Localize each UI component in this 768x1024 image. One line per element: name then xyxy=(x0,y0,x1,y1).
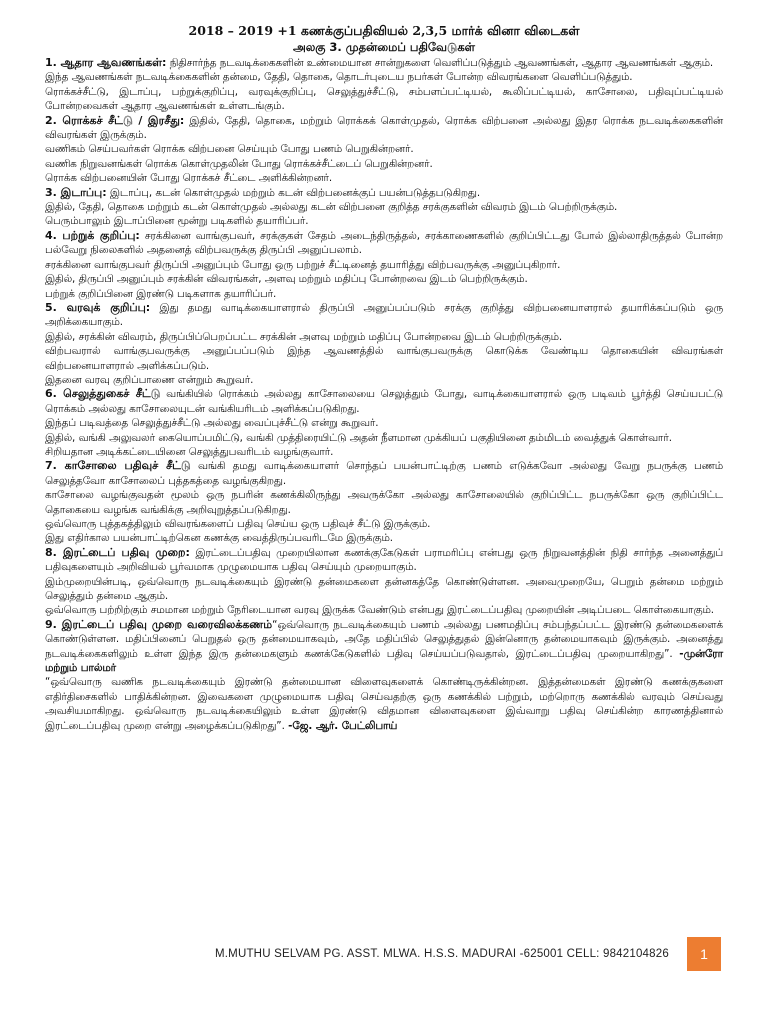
section-8-para-3: ஒவ்வொரு பற்றிற்கும் சமமான மற்றும் நேரிடையான வரவு இருக்க வேண்டும் என்பது இரட்டைப்பதிவு முறையின் அடிப்படை கொள்கையாகும். xyxy=(45,604,715,617)
section-8-heading: 8. இரட்டைப் பதிவு முறை: xyxy=(45,545,190,559)
section-6-intro xyxy=(45,387,723,416)
section-8-text: இரட்டைப்பதிவு முறையிலான கணக்குகேடுகள் பராமரிப்பு என்பது ஒரு நிறுவனத்தின் நிதி சார்ந்த அனைத்துப் பதிவுகளையும் அறிவியல் பூர்வமாக முழுமையாக பதிவு செய்யும் முறையாகும். xyxy=(45,546,723,574)
section-8-intro xyxy=(45,546,723,575)
unit-heading: அலகு 3. முதன்மைப் பதிவேடுகள் xyxy=(292,40,476,54)
section-2-para-2: வணிகம் செய்பவர்கள் ரொக்க விற்பனை செய்யும் போது பணம் பெறுகின்றனர். xyxy=(45,143,414,156)
section-3-para-3: பெரும்பாலும் இடாப்பினை மூன்று படிகளில் தயாரிப்பர். xyxy=(45,215,309,228)
section-4-heading: 4. பற்றுக் குறிப்பு: xyxy=(45,228,140,242)
section-3-heading: 3. இடாப்பு: xyxy=(45,185,107,199)
section-4-text: சரக்கினை வாங்குபவர், சரக்குகள் சேதம் அடைந்திருத்தல், சரக்காணைகளில் குறிப்பிட்டது போல் இல்லாதிருத்தல் போன்ற பல்வேறு நிலைகளில் அதனைத் விற்பவருக்கு திருப்பி அனுப்பலாம். xyxy=(45,229,723,257)
section-1-para-3: ரொக்கச்சீட்டு, இடாப்பு, பற்றுக்குறிப்பு, வரவுக்குறிப்பு, செலுத்துச்சீட்டு, சம்பளப்பட்டியல், கூலிப்பட்டியல், காசோலை, பதிவுப்பட்டியல் போன்றவைகள் ஆதார ஆவணங்கள் உள்ளடங்கும். xyxy=(45,85,723,113)
section-1-heading: 1. ஆதார ஆவணங்கள்: xyxy=(45,56,167,69)
section-7-text: வங்கி தமது வாடிக்கையாளர் சொந்தப் பயன்பாட்டிற்கு பணம் எடுக்கவோ அல்லது வேறு நபருக்கு பணம் செலுத்தவோ காசோலைப் புத்தகத்தை வழங்குகிறது. xyxy=(45,460,724,487)
section-7-para-3: ஒவ்வொரு புத்தகத்திலும் விவரங்களைப் பதிவு செய்ய ஒரு பதிவுச் சீட்டு இருக்கும். xyxy=(45,518,431,530)
section-6-para-2: இந்தப் படிவத்தை செலுத்துச்சீட்டு அல்லது வைப்புச்சீட்டு என்று கூறுவர். xyxy=(45,417,379,430)
section-9-quote-2: “ஒவ்வொரு வணிக நடவடிக்கையும் இரண்டு தன்மையான விளைவுகளைக் கொண்டிருக்கின்றன. இத்தன்மைகள் இரண்டு கணக்குகளை எதிர்திசைகளில் பாதிக்கின்றன. இவைகளை முழுமையாக பதிவு செய்வதற்கு ஒரு கணக்கில் பற்றும், மற்றொரு கணக்கில் வரவும் செய்வது அவசியமாகிறது. ஒவ்வொரு நடவடிக்கையிலும் உள்ள இரண்டு விதமான விளைவுகளை இவ்வாறு பதிவு செய்கின்ற காரணத்தினால் இரட்டைப்பதிவு முறை என்று அழைக்கப்படுகிறது”. xyxy=(45,676,723,732)
document-title: 2018 – 2019 +1 கணக்குப்பதிவியல் 2,3,5 மார்க் வினா விடைகள் xyxy=(188,23,580,38)
section-9-heading: 9. இரட்டைப் பதிவு முறை வரைவிலக்கணம் xyxy=(45,617,273,631)
section-6-para-4: சிறியதான அடிக்கட்டையினை செலுத்துபவரிடம் வழங்குவார். xyxy=(45,445,334,458)
section-2-intro xyxy=(45,114,723,143)
section-5-para-4: இதனை வரவு குறிப்பாணை என்றும் கூறுவர். xyxy=(45,373,254,386)
section-4-para-2: சரக்கினை வாங்குபவர் திருப்பி அனுப்பும் போது ஒரு பற்றுச் சீட்டினைத் தயாரித்து விற்பவருக்கு அனுப்புகிறார். xyxy=(45,258,561,271)
section-5-text: இது தமது வாடிக்கையாளரால் திருப்பி அனுப்பப்படும் சரக்கு குறித்து விற்பனையாளரால் தயாரிக்கப்படும் ஒரு அறிக்கையாகும். xyxy=(45,301,723,329)
footer-author-info: M.MUTHU SELVAM PG. ASST. MLWA. H.S.S. MADURAI -625001 CELL: 9842104826 xyxy=(215,948,669,960)
section-9-text: “ஒவ்வொரு நடவடிக்கையும் பணம் அல்லது பணமதிப்பு சம்பந்தப்பட்ட இரண்டு தன்மைகளைக் கொண்டுள்ளன. மதிப்பினைப் பெறுதல் ஒரு தன்மையாகவும், அதே மதிப்பில் செலுத்துதல் இன்னொரு தன்மையாகவும் இருக்கும். அனைத்து நடவடிக்கைகளிலும் உள்ள இந்த இரு தன்மைகளும் கணக்கேடுகளில் பதிவு செய்யப்படுவதால், இரட்டைப்பதிவு முறையாகிறது”. xyxy=(45,618,723,660)
section-4-intro xyxy=(45,229,723,258)
section-8-para-2: இம்முறையின்படி, ஒவ்வொரு நடவடிக்கையும் இரண்டு தன்மைகளை தன்னகத்தே கொண்டுள்ளன. அவைமுறையே, பெறும் தன்மை மற்றும் செலுத்தும் தன்மை ஆகும். xyxy=(45,575,723,603)
definition-author-1: -முன்ரோ மற்றும் பால்மர் xyxy=(45,647,723,675)
section-5-heading: 5. வரவுக் குறிப்பு: xyxy=(45,300,151,314)
section-6-heading: 6. செலுத்துகைச் சீட்டு xyxy=(45,387,161,401)
section-1-intro xyxy=(45,56,723,70)
section-9-intro xyxy=(45,618,723,676)
section-7-intro xyxy=(45,459,723,488)
section-3-text: இடாப்பு, கடன் கொள்முதல் மற்றும் கடன் விற்பனைக்குப் பயன்படுத்தபடுகிறது. xyxy=(106,186,481,199)
section-7-para-4: இது எதிர்கால பயன்பாட்டிற்கென கணக்கு வைத்திருப்பவரிடமே இருக்கும். xyxy=(45,532,394,545)
section-1-para-2: இந்த ஆவணங்கள் நடவடிக்கைகளின் தன்மை, தேதி, தொகை, தொடர்புடைய நபர்கள் போன்ற விவரங்களை வெளிப்படுத்தும். xyxy=(45,71,633,84)
page-number: 1 xyxy=(687,937,721,971)
section-6-para-3: இதில், வங்கி அலுவலர் கையொப்பமிட்டு, வங்கி முத்திரையிட்டு அதன் நீளமான முக்கியப் பகுதியினை தம்மிடம் வைத்துக் கொள்வார். xyxy=(45,431,672,444)
section-1-text: நிதிசார்ந்த நடவடிக்கைகளின் உண்மையான சான்றுகளை வெளிப்படுத்தும் ஆவணங்கள், ஆதார ஆவணங்கள் ஆகும். xyxy=(166,57,714,69)
section-9-para-2 xyxy=(45,675,723,733)
section-2-para-3: வணிக நிறுவனங்கள் ரொக்க கொள்முதலின் போது ரொக்கச்சீட்டைப் பெறுகின்றனர். xyxy=(45,157,433,170)
section-7-para-2: காசோலை வழங்குவதன் மூலம் ஒரு நபரின் கணக்கிலிருந்து அவருக்கோ அல்லது காசோலையில் குறிப்பிட்ட நபருக்கோ ஒரு குறிப்பிட்ட தொகையை வழங்க வங்கிக்கு அறிவுறுத்தப்படுகிறது. xyxy=(45,489,723,516)
document-body xyxy=(45,22,723,733)
section-4-para-3: இதில், திருப்பி அனுப்பும் சரக்கின் விவரங்கள், அளவு மற்றும் மதிப்பு போன்றவை இடம் பெற்றிருக்கும். xyxy=(45,273,528,286)
section-2-text: இதில், தேதி, தொகை, மற்றும் ரொக்கக் கொள்முதல், ரொக்க விற்பனை அல்லது இதர ரொக்க நடவடிக்கைகளின் விவரங்கள் இருக்கும். xyxy=(45,114,723,142)
section-2-para-4: ரொக்க விற்பனையின் போது ரொக்கச் சீட்டை அளிக்கின்றனர். xyxy=(45,172,333,185)
section-3-intro xyxy=(45,186,723,200)
page-footer xyxy=(0,937,768,977)
definition-author-2: -ஜே. ஆர். பேட்லிபாய் xyxy=(288,719,398,732)
section-5-para-2: இதில், சரக்கின் விவரம், திருப்பிப்பெறப்பட்ட சரக்கின் அளவு மற்றும் மதிப்பு போன்றவை இடம் பெற்றிருக்கும். xyxy=(45,330,563,343)
section-7-heading: 7. காசோலை பதிவுச் சீட்டு xyxy=(45,459,191,473)
section-2-heading: 2. ரொக்கச் சீட்டு / இரசீது: xyxy=(45,113,185,127)
section-4-para-4: பற்றுக் குறிப்பினை இரண்டு படிகளாக தயாரிப்பர். xyxy=(45,287,277,300)
section-6-text: வங்கியில் ரொக்கம் அல்லது காசோலையை செலுத்தும் போது, வாடிக்கையாளரால் ஒரு படிவம் பூர்த்தி செய்யபட்டு ரொக்கம் அல்லது காசோலையுடன் வங்கியரிடம் அளிக்கப்படுகிறது. xyxy=(45,388,723,415)
section-5-intro xyxy=(45,301,723,330)
section-5-para-3: விற்பவரால் வாங்குபவருக்கு அனுப்பப்படும் இந்த ஆவணத்தில் வாங்குபவருக்கு கொடுக்க வேண்டிய தொகையின் விவரங்கள் விற்பனையாளரால் அளிக்கப்படும். xyxy=(45,345,723,372)
section-3-para-2: இதில், தேதி, தொகை மற்றும் கடன் கொள்முதல் அல்லது கடன் விற்பனை குறித்த சரக்குகளின் விவரம் இடம் பெற்றிருக்கும். xyxy=(45,201,618,214)
